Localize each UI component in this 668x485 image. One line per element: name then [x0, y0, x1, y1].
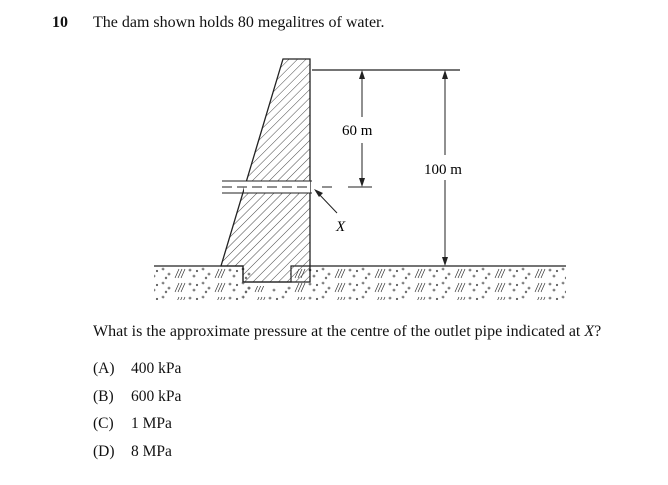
label-x: X [336, 219, 346, 235]
option-label: (B) [93, 387, 114, 405]
option-c[interactable] [93, 415, 181, 443]
label-100m: 100 m [424, 162, 462, 178]
answer-options [93, 360, 181, 470]
option-text: 8 MPa [131, 442, 172, 460]
option-label: (A) [93, 360, 115, 377]
prompt-variable: X [584, 323, 595, 340]
prompt-end: ? [594, 323, 602, 340]
option-d[interactable] [93, 443, 181, 471]
question-prompt [93, 323, 601, 341]
prompt-text: What is the approximate pressure at the centre of the outlet pipe indicated at [93, 323, 585, 340]
option-text: 600 kPa [131, 387, 182, 405]
option-a[interactable] [93, 360, 181, 388]
ground [154, 266, 566, 300]
question-number: 10 [52, 14, 68, 31]
question-stem: The dam shown holds 80 megalitres of water. [93, 14, 385, 31]
option-label: (C) [93, 415, 114, 432]
dam-wall [221, 59, 310, 282]
option-b[interactable] [93, 388, 181, 416]
option-label: (D) [93, 442, 115, 460]
label-60m: 60 m [342, 123, 373, 139]
option-text: 400 kPa [131, 360, 182, 377]
option-text: 1 MPa [131, 415, 172, 432]
x-pointer-arrow [314, 189, 337, 213]
